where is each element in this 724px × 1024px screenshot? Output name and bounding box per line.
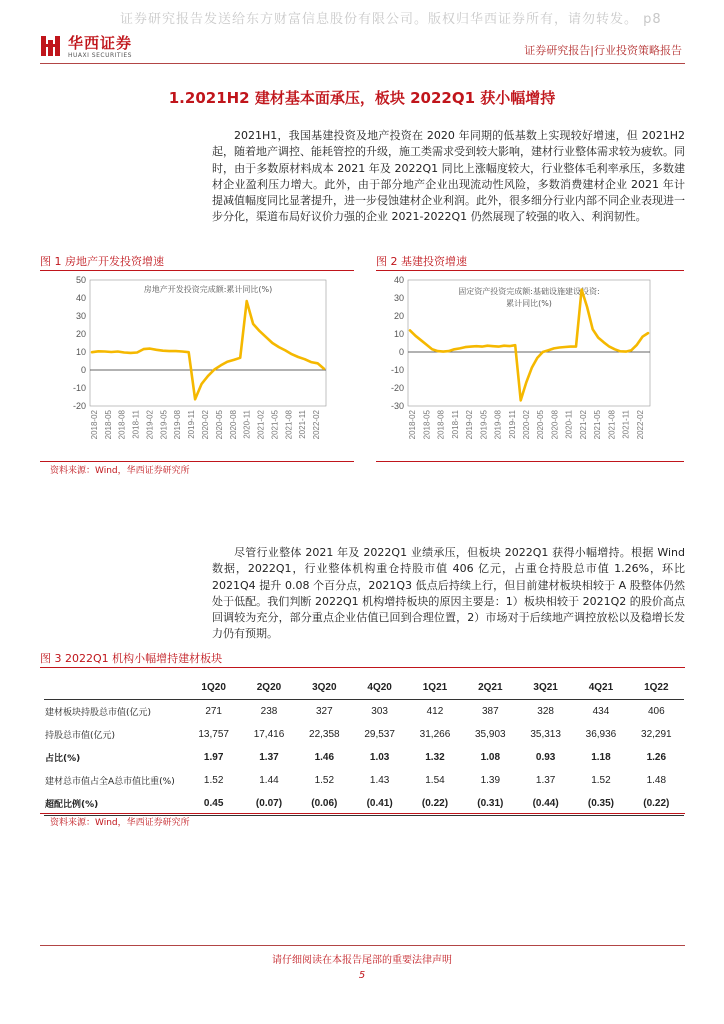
y-tick-label: -20 — [390, 383, 404, 393]
table-cell: 32,291 — [641, 729, 672, 740]
logo-english-name: HUAXI SECURITIES — [68, 52, 132, 59]
table-cell: 271 — [205, 706, 222, 717]
table-cell: (0.44) — [518, 792, 573, 816]
huaxi-logo-icon — [40, 34, 62, 58]
x-tick-label: 2019-05 — [479, 410, 489, 440]
table-cell: (0.31) — [463, 792, 518, 816]
table-cell: 22,358 — [309, 729, 340, 740]
table-cell: 406 — [647, 706, 665, 717]
figure-3-rule — [40, 667, 685, 668]
table-cell: 0.93 — [535, 752, 556, 763]
x-tick-label: 2020-11 — [564, 410, 574, 439]
section-title: 1.2021H2 建材基本面承压，板块 2022Q1 获小幅增持 — [168, 89, 556, 107]
table-cell: (0.07) — [241, 792, 296, 816]
table-row-label: 建材板块持股总市值(亿元) — [45, 708, 152, 718]
x-tick-label: 2020-11 — [242, 410, 252, 439]
y-tick-label: 20 — [393, 311, 404, 321]
y-tick-label: 30 — [393, 293, 404, 303]
chart-infrastructure-investment — [376, 272, 684, 460]
table-cell: 35,903 — [475, 729, 506, 740]
figure-3-bottom-rule — [40, 813, 685, 814]
institutional-holding-table — [44, 675, 684, 816]
page-number: 5 — [358, 970, 366, 981]
y-tick-label: -30 — [390, 401, 404, 411]
figure-2-title: 图 2 基建投资增速 — [376, 255, 467, 268]
y-tick-label: -10 — [72, 383, 86, 393]
body-paragraph-2: 尽管行业整体 2021 年及 2022Q1 业绩承压，但板块 2022Q1 获得小幅增持。根据 Wind 数据，2022Q1，行业整体机构重仓持股市值 406 亿元，占重仓持股总市值 1.26%，环比 2021Q4 提升 0.08 个百分点，2021Q3 低点后持续上行，但目前建材板块相较于 A 股整体仍然处于低配。我们判断 2022Q1 机构增持板块的原因主要是：1）板块相较于 2021Q2 的股价高点回调较为充分，部分重点企业估值已回到合理位置，2）市场对于后续地产调控放松以及稳增长发力仍有预期。 — [212, 546, 685, 641]
table-cell: (0.22) — [407, 792, 462, 816]
table-row — [44, 723, 684, 746]
table-row — [44, 769, 684, 792]
y-tick-label: -10 — [390, 365, 404, 375]
table-header-row — [44, 675, 684, 700]
table-header-2Q21: 2Q21 — [463, 675, 518, 700]
table-cell: 327 — [315, 706, 333, 717]
series-line — [92, 301, 324, 399]
table-header-4Q20: 4Q20 — [352, 675, 407, 700]
table-row-label: 超配比例(%) — [44, 792, 186, 816]
x-tick-label: 2020-08 — [228, 410, 238, 440]
chart-title-line-2: 累计同比(%) — [506, 299, 552, 308]
table-row — [44, 700, 684, 724]
table-cell: 238 — [260, 706, 278, 717]
table-cell: 387 — [481, 706, 499, 717]
figure-3-title: 图 3 2022Q1 机构小幅增持建材板块 — [40, 652, 223, 665]
table-cell: 1.32 — [425, 752, 445, 763]
x-tick-label: 2021-11 — [298, 410, 308, 439]
table-cell: 303 — [371, 706, 388, 717]
x-tick-label: 2020-08 — [550, 410, 560, 440]
x-tick-label: 2020-05 — [214, 410, 224, 440]
x-tick-label: 2018-08 — [436, 410, 446, 440]
table-cell: (0.06) — [297, 792, 352, 816]
x-tick-label: 2021-05 — [593, 410, 603, 440]
x-tick-label: 2021-08 — [607, 410, 617, 440]
table-cell: 31,266 — [419, 729, 451, 740]
x-tick-label: 2020-05 — [536, 410, 546, 440]
table-cell: 36,936 — [585, 729, 617, 740]
figure-3-source: 资料来源：Wind，华西证券研究所 — [50, 818, 190, 828]
logo-chinese-name: 华西证券 — [68, 34, 133, 52]
figure-1-rule — [40, 270, 354, 271]
report-type-label: 证券研究报告|行业投资策略报告 — [524, 44, 682, 57]
table-cell: 13,757 — [198, 729, 229, 740]
y-tick-label: -20 — [72, 401, 86, 411]
x-tick-label: 2022-02 — [635, 410, 645, 440]
table-header-3Q20: 3Q20 — [297, 675, 352, 700]
table-cell: 1.08 — [480, 752, 501, 763]
table-header-blank — [44, 675, 186, 700]
table-row-label: 占比(%) — [45, 754, 81, 764]
table-cell: 0.45 — [186, 792, 241, 816]
table-row-label: 建材总市值占全A总市值比重(%) — [45, 777, 175, 787]
table-cell: 1.52 — [203, 775, 224, 786]
table-row-label: 持股总市值(亿元) — [45, 731, 116, 741]
x-tick-label: 2018-02 — [408, 410, 418, 440]
x-tick-label: 2019-11 — [187, 410, 197, 439]
table-cell: 1.37 — [259, 752, 279, 763]
table-cell: 328 — [537, 706, 554, 717]
table-cell: 1.26 — [646, 752, 667, 763]
x-tick-label: 2019-08 — [173, 410, 183, 440]
watermark-text: 证券研究报告发送给东方财富信息股份有限公司。版权归华西证券所有，请勿转发。 p8 — [120, 12, 662, 27]
footer-divider — [40, 945, 685, 946]
chart-title-line-1: 固定资产投资完成额:基础设施建设投资: — [458, 287, 600, 296]
x-tick-label: 2018-05 — [103, 410, 113, 440]
table-header-3Q21: 3Q21 — [518, 675, 573, 700]
y-tick-label: 0 — [398, 347, 404, 357]
y-tick-label: 0 — [80, 365, 86, 375]
x-tick-label: 2021-08 — [284, 410, 294, 440]
table-row — [44, 792, 684, 816]
x-tick-label: 2021-02 — [256, 410, 266, 440]
x-tick-label: 2018-05 — [422, 410, 432, 440]
y-tick-label: 10 — [75, 347, 86, 357]
x-tick-label: 2019-05 — [159, 410, 169, 440]
x-tick-label: 2018-11 — [131, 410, 141, 439]
x-tick-label: 2022-02 — [312, 410, 322, 440]
table-cell: 1.03 — [369, 752, 390, 763]
figure-1-bottom-rule — [40, 461, 354, 462]
x-tick-label: 2019-08 — [493, 410, 503, 440]
table-cell: 1.18 — [591, 752, 611, 763]
x-tick-label: 2021-02 — [578, 410, 588, 440]
table-header-1Q22: 1Q22 — [629, 675, 684, 700]
x-tick-label: 2020-02 — [201, 410, 210, 440]
figure-2-bottom-rule — [376, 461, 684, 462]
y-tick-label: 10 — [393, 329, 404, 339]
x-tick-label: 2021-11 — [621, 410, 631, 439]
table-cell: 29,537 — [364, 729, 395, 740]
table-cell: 434 — [592, 706, 610, 717]
table-cell: 17,416 — [253, 729, 285, 740]
x-tick-label: 2018-11 — [450, 410, 460, 439]
x-tick-label: 2020-02 — [522, 410, 531, 440]
table-cell: (0.22) — [629, 792, 684, 816]
x-tick-label: 2019-02 — [145, 410, 155, 440]
plot-frame — [90, 280, 326, 406]
chart-real-estate-investment — [40, 272, 354, 460]
figure-1-2-source: 资料来源：Wind，华西证券研究所 — [50, 466, 190, 476]
table-header-4Q21: 4Q21 — [573, 675, 628, 700]
table-cell: 1.48 — [646, 775, 667, 786]
figure-2-rule — [376, 270, 684, 271]
figure-1-title: 图 1 房地产开发投资增速 — [40, 255, 164, 268]
body-paragraph-1: 2021H1，我国基建投资及地产投资在 2020 年同期的低基数上实现较好增速，但 2021H2 起，随着地产调控、能耗管控的升级，施工类需求受到较大影响，建材行业整体需求较为疲软。同时，由于多数原材料成本 2021 年及 2022Q1 同比上涨幅度较大，行业整体毛利率承压，多数建材企业盈利压力增大。此外，由于部分地产企业出现流动性风险，多数消费建材企业 2021 年计提减值幅度同比显著提升，进一步侵蚀建材企业利润。此外，很多细分行业内部不同企业表现进一步分化，渠道布局好议价力强的企业 2021-2022Q1 仍然展现了较强的收入、利润韧性。 — [212, 129, 685, 224]
x-tick-label: 2019-11 — [507, 410, 517, 439]
table-cell: 1.43 — [369, 775, 390, 786]
table-header-1Q21: 1Q21 — [407, 675, 462, 700]
x-tick-label: 2018-02 — [89, 410, 99, 440]
x-tick-label: 2018-08 — [117, 410, 127, 440]
y-tick-label: 40 — [75, 293, 86, 303]
y-tick-label: 20 — [75, 329, 86, 339]
table-cell: 1.37 — [535, 775, 556, 786]
table-cell: (0.35) — [573, 792, 628, 816]
table-cell: 1.52 — [591, 775, 611, 786]
y-tick-label: 50 — [75, 275, 86, 285]
table-cell: 1.52 — [314, 775, 335, 786]
table-header-1Q20: 1Q20 — [186, 675, 241, 700]
header-divider — [40, 63, 685, 64]
x-tick-label: 2019-02 — [465, 410, 475, 440]
table-cell: (0.41) — [352, 792, 407, 816]
table-header-2Q20: 2Q20 — [241, 675, 296, 700]
legal-notice: 请仔细阅读在本报告尾部的重要法律声明 — [272, 955, 452, 966]
table-cell: 1.97 — [203, 752, 224, 763]
table-cell: 412 — [426, 706, 444, 717]
table-cell: 1.54 — [425, 775, 445, 786]
y-tick-label: 40 — [393, 275, 404, 285]
table-row — [44, 746, 684, 769]
table-cell: 1.46 — [314, 752, 335, 763]
table-cell: 1.39 — [480, 775, 501, 786]
y-tick-label: 30 — [75, 311, 86, 321]
table-cell: 35,313 — [530, 729, 561, 740]
chart-title: 房地产开发投资完成额:累计同比(%) — [143, 285, 273, 294]
table-cell: 1.44 — [259, 775, 279, 786]
x-tick-label: 2021-05 — [270, 410, 280, 440]
